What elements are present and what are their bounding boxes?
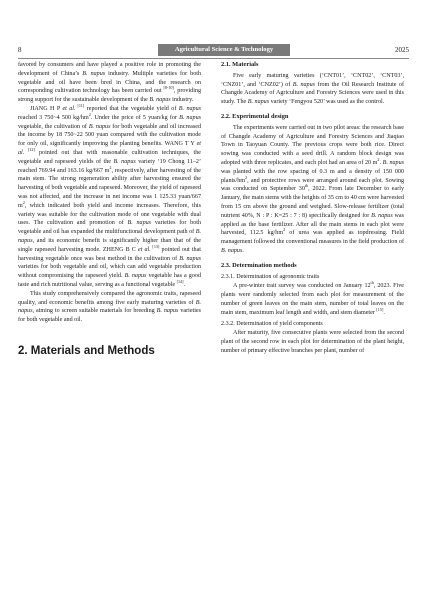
heading-agronomic-traits: 2.3.1. Determination of agronomic traits	[221, 273, 320, 280]
heading-determination-methods: 2.3. Determination methods	[221, 261, 297, 269]
intro-paragraph-2: JIANG H P et al. [11] reported that the vegetable yield of B. napus reached 3 750~4 500 $kg/hm^2$. Under the price of 5 yuan/kg for B. napus vegetable, the cultivation of B. napus for both vegetable and oil increased the income by 18 750~22 500 yuan compared with the cultivation mode for only oil, significantly improving the planting benefits. WANG T Y et al. [12] pointed out that with reasonable cultivation techniques, the vegetable and rapeseed yields of the B. napus variety ‘19 Chong 11–2’ reached 769.94 and 163.16 kg/667 $m^2$, respectively, after harvesting of the main stem. The strong regeneration ability after harvesting ensured the harvesting of both vegetable and rapeseed. Moreover, the yield of rapeseed was not affected, and the increase in net income was 1 125.33 yuan/667 $m^2$, which indicated both yield and income increases. Therefore, this variety was suitable for the cultivation mode of one vegetable with dual uses. The cultivation and promotion of B. napus varieties for both vegetable and oil has expanded the multifunctional development path of B. napus, and its economic benefit is significantly higher than that of the single rapeseed harvesting mode. ZHENG B C et al. [13] pointed out that harvesting vegetable once was best method in the cultivation of B. napus varieties for both vegetable and oil, which can add vegetable production without compromising the rapeseed yield. B. napus vegetable has a good taste and rich nutritional value, serving as a functional vegetable [14].	[18, 102, 202, 288]
citation: [14]	[176, 278, 184, 284]
page-number: 8	[18, 46, 22, 54]
intro-paragraph-3: This study comprehensively compared the agronomic traits, rapeseed quality, and economic benefits among five early maturing varieties of B. napus, aiming to screen suitable materials for breeding B. napus varieties for both vegetable and oil.	[18, 290, 201, 324]
yield-paragraph: After maturity, five consecutive plants were selected from the second plant of the second row in each plot for determination of the plant height, number of primary effective branches per plant, number of	[221, 330, 404, 354]
citation: [13]	[150, 243, 160, 249]
right-column	[221, 61, 404, 356]
design-paragraph: The experiments were carried out in two pilot areas: the research base of Changde Academy of Agriculture and Forestry Sciences and Jiaqiao Town in Taoyuan County. The previous crops were both rice. Direct sowing was conducted with a seed drill. A random block design was adopted with three replicates, and each plot had an area of 20 $m^2$. B. napus was planted with the row spacing of 0.3 m and a density of 150 000 plants/$hm^2$, and protective rows were arranged around each plot. Sowing was conducted on September 30th, 2022. From late December to early January, the main stems with the heights of 35 cm to 40 cm were harvested from 15 cm above the ground and weighed. Slow-release fertilizer (total nutrient 40%, N : P : K=25 : 7 : 8) specifically designed for B. napus was applied as the base fertilizer. After all the main stems in each plot were harvested, 112.5 $kg/hm^2$ of urea was applied as topdressing. Field management followed the conventional measures in the field production of B. napus.	[221, 124, 405, 254]
running-header	[18, 44, 409, 56]
materials-paragraph: Five early maturing varieties (‘CNT01’, ‘CNT02’, ‘CNT03’, ‘CNZ01’, and ‘CNZ02’) of B. napus from the Oil Research Institute of Changde Academy of Agriculture and Forestry Sciences were used in this study. The B. napus variety ‘Fengyou 520’ was used as the control.	[221, 72, 405, 106]
agronomic-paragraph: A pre-winter trait survey was conducted on January 12th, 2023. Five plants were randomly selected from each plot for measurement of the number of green leaves on the main stem, number of total leaves on the main stem, maximum leaf length and width, and stem diameter [15].	[221, 280, 404, 316]
citation: [12]	[24, 146, 35, 152]
heading-materials: 2.1. Materials	[221, 61, 259, 68]
section-heading-materials-methods: 2. Materials and Methods	[18, 344, 155, 357]
heading-yield-components: 2.3.2. Determination of yield components	[221, 320, 323, 327]
year: 2025	[395, 46, 409, 54]
journal-title-bar: Agricultural Science & Technology	[158, 44, 290, 56]
citation: [11]	[75, 102, 85, 108]
citation: [15]	[376, 306, 384, 312]
header-rule	[18, 58, 409, 59]
left-column	[18, 61, 201, 358]
intro-paragraph-1: favored by consumers and have played a positive role in promoting the development of China’s B. napus industry. Multiple varieties for both vegetable and oil have been bred in China, and the research on corresponding cultivation technology has been carried out [8-10], providing strong support for the sustainable development of the B. napus industry.	[18, 62, 201, 104]
heading-experimental-design: 2.2. Experimental design	[221, 112, 289, 120]
citation: [8-10]	[163, 85, 174, 91]
